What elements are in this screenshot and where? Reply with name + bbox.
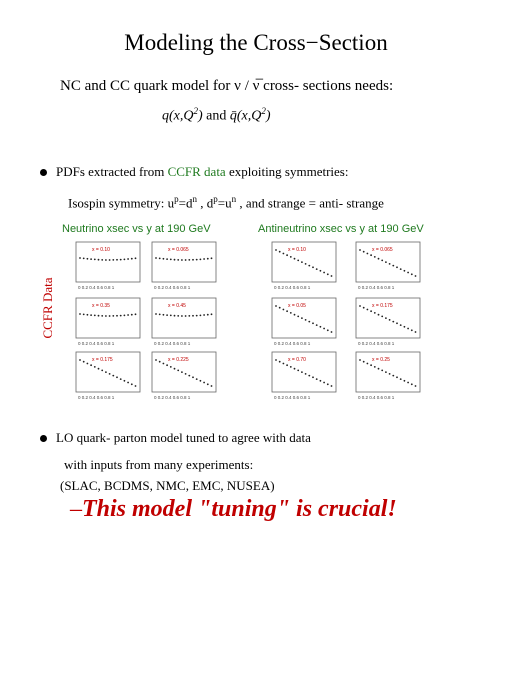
iso-n2: n xyxy=(231,194,237,204)
iso-eq2: =u xyxy=(217,195,232,211)
data-point xyxy=(163,258,165,260)
data-point xyxy=(297,260,299,262)
data-point xyxy=(392,375,394,377)
neutrino-panel-0 xyxy=(70,240,142,292)
data-point xyxy=(135,385,137,387)
conclusion-dash: – xyxy=(70,496,82,522)
panel-axis-ticks: 0 0.2 0.4 0.6 0.8 1 xyxy=(274,285,311,290)
data-point xyxy=(90,258,92,260)
data-point xyxy=(316,324,318,326)
data-point xyxy=(396,376,398,378)
data-point xyxy=(316,268,318,270)
data-point xyxy=(404,270,406,272)
data-point xyxy=(294,258,296,260)
data-point xyxy=(370,310,372,312)
data-point xyxy=(174,259,176,261)
panel-x-label: x = 0.35 xyxy=(92,303,110,309)
data-point xyxy=(181,315,183,317)
data-point xyxy=(381,260,383,262)
data-point xyxy=(98,368,100,370)
data-point xyxy=(203,382,205,384)
data-point xyxy=(83,361,85,363)
panel-x-label: x = 0.175 xyxy=(372,303,393,309)
data-point xyxy=(370,254,372,256)
neutrino-panel-2 xyxy=(70,296,142,348)
data-point xyxy=(188,259,190,261)
bullet2-line1: LO quark- parton model tuned to agree with data xyxy=(56,430,311,445)
data-point xyxy=(166,364,168,366)
bullet2-line2: with inputs from many experiments: xyxy=(64,457,254,472)
iso-sep1: , d xyxy=(197,195,214,211)
data-point xyxy=(79,359,81,361)
data-point xyxy=(112,375,114,377)
iso-label: Isospin symmetry: u xyxy=(68,195,175,211)
data-point xyxy=(327,383,329,385)
data-point xyxy=(370,364,372,366)
data-point xyxy=(135,257,137,259)
data-point xyxy=(294,314,296,316)
panel-x-label: x = 0.05 xyxy=(288,303,306,309)
data-point xyxy=(177,315,179,317)
conclusion-line xyxy=(70,496,397,523)
data-point xyxy=(124,380,126,382)
antineutrino-panel-2 xyxy=(266,296,338,348)
data-point xyxy=(116,259,118,261)
data-point xyxy=(279,361,281,363)
data-point xyxy=(392,265,394,267)
data-point xyxy=(316,378,318,380)
data-point xyxy=(320,326,322,328)
data-point xyxy=(124,259,126,261)
panel-axis-ticks: 0 0.2 0.4 0.6 0.8 1 xyxy=(274,341,311,346)
data-point xyxy=(359,305,361,307)
panel-axis-ticks: 0 0.2 0.4 0.6 0.8 1 xyxy=(154,395,191,400)
panel-axis-ticks: 0 0.2 0.4 0.6 0.8 1 xyxy=(154,341,191,346)
data-point xyxy=(109,315,111,317)
data-point xyxy=(396,266,398,268)
data-point xyxy=(105,315,107,317)
panel-axis-ticks: 0 0.2 0.4 0.6 0.8 1 xyxy=(78,395,115,400)
data-point xyxy=(94,366,96,368)
bullet1-prefix: PDFs extracted from xyxy=(56,164,168,179)
data-point xyxy=(275,249,277,251)
data-point xyxy=(359,359,361,361)
data-point xyxy=(367,363,369,365)
data-point xyxy=(116,376,118,378)
data-point xyxy=(101,370,103,372)
data-point xyxy=(112,315,114,317)
data-point xyxy=(192,376,194,378)
data-point xyxy=(170,259,172,261)
data-point xyxy=(207,314,209,316)
data-point xyxy=(331,385,333,387)
panel-axis-ticks: 0 0.2 0.4 0.6 0.8 1 xyxy=(358,395,395,400)
data-point xyxy=(79,313,81,315)
antineutrino-panel-1 xyxy=(350,240,422,292)
data-point xyxy=(301,261,303,263)
data-point xyxy=(331,331,333,333)
data-point xyxy=(98,315,100,317)
data-point xyxy=(312,376,314,378)
data-point xyxy=(109,373,111,375)
data-point xyxy=(411,329,413,331)
data-point xyxy=(109,259,111,261)
pdf-formula xyxy=(162,106,271,125)
data-point xyxy=(207,383,209,385)
data-point xyxy=(283,253,285,255)
data-point xyxy=(363,251,365,253)
neutrino-panel-5 xyxy=(146,350,218,402)
q-exponent: 2 xyxy=(193,106,198,116)
data-point xyxy=(200,380,202,382)
nu-symbol: ν xyxy=(234,78,241,94)
data-point xyxy=(323,382,325,384)
data-point xyxy=(207,258,209,260)
iso-tail: , and strange = anti- strange xyxy=(236,195,384,211)
data-point xyxy=(170,315,172,317)
data-point xyxy=(323,328,325,330)
data-point xyxy=(112,259,114,261)
data-point xyxy=(407,272,409,274)
data-point xyxy=(290,312,292,314)
data-point xyxy=(196,259,198,261)
panel-axis-ticks: 0 0.2 0.4 0.6 0.8 1 xyxy=(154,285,191,290)
data-point xyxy=(203,258,205,260)
data-point xyxy=(120,259,122,261)
data-point xyxy=(79,257,81,259)
data-point xyxy=(331,275,333,277)
data-point xyxy=(407,328,409,330)
experiment-list: (SLAC, BCDMS, NMC, EMC, NUSEA) xyxy=(60,478,275,493)
data-point xyxy=(415,385,417,387)
data-point xyxy=(120,378,122,380)
qbar-exponent: 2 xyxy=(261,106,266,116)
data-point xyxy=(385,371,387,373)
data-point xyxy=(407,382,409,384)
data-point xyxy=(94,315,96,317)
data-point xyxy=(415,275,417,277)
data-point xyxy=(290,256,292,258)
qbar-function: q̄(x,Q xyxy=(229,108,262,124)
panel-x-label: x = 0.45 xyxy=(168,303,186,309)
data-point xyxy=(188,315,190,317)
bullet-lo-model xyxy=(40,430,311,446)
data-point xyxy=(163,314,165,316)
bullet-dot xyxy=(40,169,47,176)
antineutrino-plot-heading: Antineutrino xsec vs y at 190 GeV xyxy=(258,223,424,235)
data-point xyxy=(415,331,417,333)
data-point xyxy=(286,254,288,256)
data-point xyxy=(286,310,288,312)
nubar-symbol: ν̅ xyxy=(252,78,260,94)
data-point xyxy=(177,259,179,261)
data-point xyxy=(327,329,329,331)
panel-x-label: x = 0.225 xyxy=(168,357,189,363)
data-point xyxy=(98,259,100,261)
data-point xyxy=(305,263,307,265)
panel-x-label: x = 0.10 xyxy=(288,247,306,253)
data-point xyxy=(290,366,292,368)
data-point xyxy=(188,375,190,377)
data-point xyxy=(211,313,213,315)
data-point xyxy=(127,314,129,316)
data-point xyxy=(181,259,183,261)
data-point xyxy=(166,314,168,316)
data-point xyxy=(135,313,137,315)
data-point xyxy=(83,314,85,316)
data-point xyxy=(320,380,322,382)
neutrino-plot-heading: Neutrino xsec vs y at 190 GeV xyxy=(62,223,211,235)
slash: / xyxy=(240,78,253,94)
data-point xyxy=(392,321,394,323)
data-point xyxy=(192,315,194,317)
data-point xyxy=(312,266,314,268)
data-point xyxy=(211,257,213,259)
data-point xyxy=(120,315,122,317)
data-point xyxy=(185,315,187,317)
bullet-dot xyxy=(40,435,47,442)
data-point xyxy=(131,314,133,316)
data-point xyxy=(411,273,413,275)
panel-x-label: x = 0.065 xyxy=(168,247,189,253)
data-point xyxy=(196,315,198,317)
data-point xyxy=(174,368,176,370)
data-point xyxy=(389,373,391,375)
data-point xyxy=(275,305,277,307)
antineutrino-panel-5 xyxy=(350,350,422,402)
data-point xyxy=(131,258,133,260)
data-point xyxy=(196,378,198,380)
data-point xyxy=(385,261,387,263)
ccfr-data-side-label: CCFR Data xyxy=(40,277,55,339)
conclusion-text: This model "tuning" is crucial! xyxy=(82,496,397,522)
data-point xyxy=(363,307,365,309)
data-point xyxy=(301,371,303,373)
neutrino-panel-3 xyxy=(146,296,218,348)
data-point xyxy=(305,373,307,375)
data-point xyxy=(312,322,314,324)
data-point xyxy=(105,371,107,373)
data-point xyxy=(378,314,380,316)
data-point xyxy=(400,324,402,326)
data-point xyxy=(275,359,277,361)
data-point xyxy=(374,256,376,258)
qbar-close: ) xyxy=(265,108,271,124)
data-point xyxy=(400,268,402,270)
panel-x-label: x = 0.065 xyxy=(372,247,393,253)
panel-x-label: x = 0.10 xyxy=(92,247,110,253)
data-point xyxy=(279,251,281,253)
data-point xyxy=(185,259,187,261)
data-point xyxy=(174,315,176,317)
data-point xyxy=(381,370,383,372)
data-point xyxy=(159,258,161,260)
ccfr-data-link: CCFR data xyxy=(167,164,226,179)
data-point xyxy=(297,370,299,372)
data-point xyxy=(297,316,299,318)
bullet1-suffix: exploiting symmetries: xyxy=(225,164,349,179)
data-point xyxy=(181,371,183,373)
data-point xyxy=(301,317,303,319)
data-point xyxy=(308,321,310,323)
data-point xyxy=(305,319,307,321)
data-point xyxy=(124,315,126,317)
formula-and: and xyxy=(202,108,230,124)
data-point xyxy=(283,309,285,311)
data-point xyxy=(101,315,103,317)
data-point xyxy=(359,249,361,251)
panel-x-label: x = 0.25 xyxy=(372,357,390,363)
data-point xyxy=(192,259,194,261)
data-point xyxy=(101,259,103,261)
panel-axis-ticks: 0 0.2 0.4 0.6 0.8 1 xyxy=(78,285,115,290)
data-point xyxy=(155,257,157,259)
data-point xyxy=(90,314,92,316)
data-point xyxy=(127,382,129,384)
data-point xyxy=(94,259,96,261)
q-function: q(x,Q xyxy=(162,108,194,124)
intro-text-b: cross- sections needs: xyxy=(259,78,394,94)
data-point xyxy=(323,272,325,274)
data-point xyxy=(389,263,391,265)
intro-line xyxy=(60,78,393,95)
panel-axis-ticks: 0 0.2 0.4 0.6 0.8 1 xyxy=(358,285,395,290)
data-point xyxy=(374,312,376,314)
panel-x-label: x = 0.70 xyxy=(288,357,306,363)
data-point xyxy=(385,317,387,319)
data-point xyxy=(404,326,406,328)
data-point xyxy=(294,368,296,370)
data-point xyxy=(87,363,89,365)
data-point xyxy=(127,258,129,260)
iso-eq1: =d xyxy=(178,195,193,211)
iso-p2: p xyxy=(213,194,218,204)
antineutrino-panel-3 xyxy=(350,296,422,348)
data-point xyxy=(200,315,202,317)
data-point xyxy=(155,313,157,315)
data-point xyxy=(381,316,383,318)
data-point xyxy=(116,315,118,317)
data-point xyxy=(131,383,133,385)
data-point xyxy=(367,309,369,311)
data-point xyxy=(159,314,161,316)
antineutrino-panel-4 xyxy=(266,350,338,402)
intro-text-a: NC and CC quark model for xyxy=(60,78,235,94)
data-point xyxy=(155,359,157,361)
panel-axis-ticks: 0 0.2 0.4 0.6 0.8 1 xyxy=(78,341,115,346)
iso-p1: p xyxy=(174,194,179,204)
data-point xyxy=(389,319,391,321)
data-point xyxy=(286,364,288,366)
antineutrino-panel-0 xyxy=(266,240,338,292)
data-point xyxy=(367,253,369,255)
data-point xyxy=(396,322,398,324)
data-point xyxy=(105,259,107,261)
data-point xyxy=(308,265,310,267)
data-point xyxy=(211,385,213,387)
data-point xyxy=(87,314,89,316)
data-point xyxy=(327,273,329,275)
data-point xyxy=(200,259,202,261)
iso-n1: n xyxy=(192,194,198,204)
neutrino-panel-4 xyxy=(70,350,142,402)
data-point xyxy=(170,366,172,368)
data-point xyxy=(177,370,179,372)
data-point xyxy=(203,314,205,316)
data-point xyxy=(87,258,89,260)
panel-x-label: x = 0.175 xyxy=(92,357,113,363)
page-title: Modeling the Cross−Section xyxy=(124,30,388,55)
data-point xyxy=(378,258,380,260)
data-point xyxy=(185,373,187,375)
data-point xyxy=(166,258,168,260)
data-point xyxy=(378,368,380,370)
data-point xyxy=(411,383,413,385)
panel-axis-ticks: 0 0.2 0.4 0.6 0.8 1 xyxy=(358,341,395,346)
data-point xyxy=(163,363,165,365)
data-point xyxy=(279,307,281,309)
data-point xyxy=(90,364,92,366)
bullet-pdfs xyxy=(40,164,348,180)
data-point xyxy=(400,378,402,380)
isospin-line xyxy=(68,194,384,211)
data-point xyxy=(363,361,365,363)
data-point xyxy=(404,380,406,382)
q-close: ) xyxy=(198,108,203,124)
neutrino-panel-1 xyxy=(146,240,218,292)
data-point xyxy=(308,375,310,377)
data-point xyxy=(320,270,322,272)
data-point xyxy=(159,361,161,363)
data-point xyxy=(374,366,376,368)
data-point xyxy=(83,258,85,260)
panel-axis-ticks: 0 0.2 0.4 0.6 0.8 1 xyxy=(274,395,311,400)
data-point xyxy=(283,363,285,365)
